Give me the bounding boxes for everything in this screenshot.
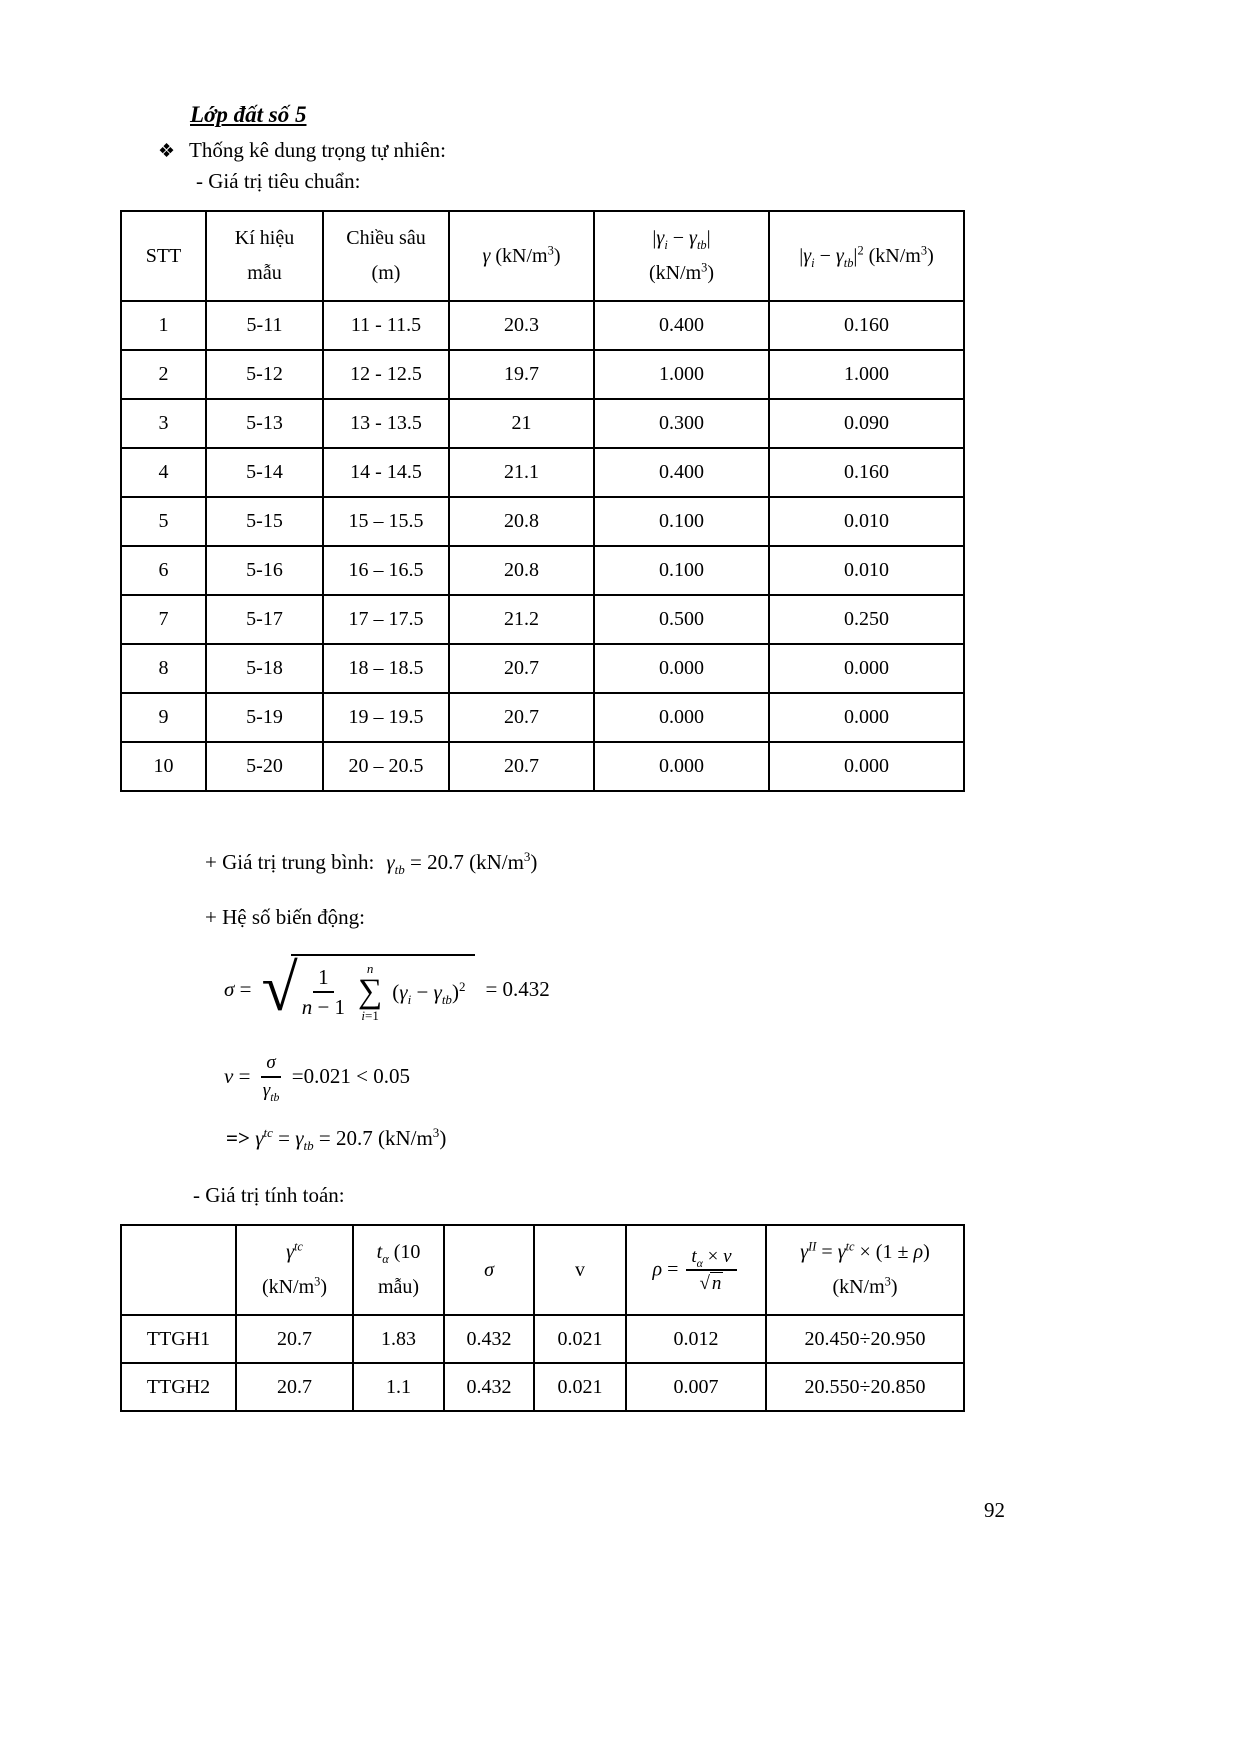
table-cell: 7 (121, 595, 206, 644)
table-cell: 20.3 (449, 301, 594, 350)
table-cell: 5 (121, 497, 206, 546)
calculated-values-label: - Giá trị tính toán: (193, 1183, 345, 1208)
table-row (121, 448, 964, 497)
table-row (121, 350, 964, 399)
nu-formula (224, 1051, 1240, 1103)
section-heading-text: Thống kê dung trọng tự nhiên: (189, 138, 446, 162)
table-cell: 5-20 (206, 742, 323, 791)
table-cell: 13 - 13.5 (323, 399, 449, 448)
table1-header-row (121, 211, 964, 301)
table-cell: 2 (121, 350, 206, 399)
variation-label: + Hệ số biến động: (205, 905, 365, 929)
table-cell: 19.7 (449, 350, 594, 399)
table-cell: 1.000 (769, 350, 964, 399)
table-cell: 20 – 20.5 (323, 742, 449, 791)
table-cell: 0.160 (769, 448, 964, 497)
table2-body (121, 1315, 964, 1411)
table-cell: 1.83 (353, 1315, 444, 1363)
summation-upper-limit: n (366, 961, 374, 976)
table-cell: 12 - 12.5 (323, 350, 449, 399)
table-cell: 0.090 (769, 399, 964, 448)
table-cell: 20.8 (449, 497, 594, 546)
table-cell: 8 (121, 644, 206, 693)
table-cell: 0.432 (444, 1363, 534, 1411)
sigma-sum-icon: ∑ (358, 973, 383, 1011)
table-cell: 0.012 (626, 1315, 766, 1363)
header-gamma-tc (236, 1225, 353, 1315)
header-gamma (449, 211, 594, 301)
table-cell: 0.007 (626, 1363, 766, 1411)
table-row (121, 693, 964, 742)
header-gamma-design (766, 1225, 964, 1315)
fraction-numerator: $t_\alpha \times v$ (686, 1245, 736, 1272)
table-row (121, 301, 964, 350)
table-row (121, 644, 964, 693)
math-expression: $t_\alpha$ (10 (376, 1241, 421, 1267)
table-cell: 16 – 16.5 (323, 546, 449, 595)
radical-icon: √ (261, 952, 298, 1026)
table1-body (121, 301, 964, 791)
conclusion-formula (226, 1125, 1240, 1154)
fraction (686, 1245, 736, 1297)
table-cell: 4 (121, 448, 206, 497)
header-sample-line2: mẫu (247, 262, 282, 284)
design-values-table (120, 1224, 965, 1412)
math-expression: $|\gamma_i - \gamma_{tb}|^2$ $(kN/m^3)$ (799, 242, 934, 270)
table-cell: 21.2 (449, 595, 594, 644)
page-number: 92 (984, 1498, 1005, 1522)
table-cell: 1.000 (594, 350, 769, 399)
table-cell: 0.000 (769, 693, 964, 742)
math-expression: γ $(kN/m^3)$ (482, 242, 561, 267)
table-cell: 0.160 (769, 301, 964, 350)
header-depth-line2: (m) (371, 262, 401, 284)
table-cell: 20.7 (449, 644, 594, 693)
table-cell: 11 - 11.5 (323, 301, 449, 350)
math-expression: $\gamma_{tb} = 20.7$ $(kN/m^3)$ (386, 849, 538, 878)
table-cell: 0.021 (534, 1363, 626, 1411)
table-cell: 5-18 (206, 644, 323, 693)
table-cell: TTGH1 (121, 1315, 236, 1363)
table-cell: 18 – 18.5 (323, 644, 449, 693)
math-expression: =0.021 < 0.05 (291, 1064, 410, 1089)
table-cell: 0.000 (769, 644, 964, 693)
table-cell: 1 (121, 301, 206, 350)
table-cell: 0.500 (594, 595, 769, 644)
table-cell: 0.300 (594, 399, 769, 448)
table-cell: 0.010 (769, 546, 964, 595)
standard-values-label: - Giá trị tiêu chuẩn: (196, 169, 361, 193)
table-cell: 0.000 (594, 742, 769, 791)
table-cell: 20.7 (236, 1363, 353, 1411)
fraction-denominator: n − 1 (301, 995, 346, 1020)
math-expression: $(kN/m^3)$ (832, 1274, 898, 1299)
table-cell: 0.432 (444, 1315, 534, 1363)
table-cell: 5-19 (206, 693, 323, 742)
math-expression: $(kN/m^3)$ (261, 1274, 328, 1299)
fraction-denominator: √ n (699, 1273, 722, 1295)
table-cell: 5-14 (206, 448, 323, 497)
table-cell: 10 (121, 742, 206, 791)
table-cell: 6 (121, 546, 206, 595)
table-cell: 5-15 (206, 497, 323, 546)
table-cell: 20.7 (449, 742, 594, 791)
header-depth-line1: Chiều sâu (346, 227, 426, 249)
math-expression: $|\gamma_i - \gamma_{tb}|$ (652, 227, 711, 252)
table-cell: 0.100 (594, 497, 769, 546)
table-cell: 19 – 19.5 (323, 693, 449, 742)
standard-values-table (120, 210, 965, 792)
table-cell: 21.1 (449, 448, 594, 497)
math-expression: $\gamma^{II} = \gamma^{tc} \times (1 \pm \rho)$ (800, 1239, 930, 1264)
table-cell: 17 – 17.5 (323, 595, 449, 644)
table-cell: 3 (121, 399, 206, 448)
header-sample-line1: Kí hiệu (234, 227, 295, 249)
summation (358, 962, 382, 1023)
sigma-formula (224, 954, 1240, 1025)
table-row (121, 595, 964, 644)
table-cell: 20.7 (449, 693, 594, 742)
table-cell: 20.550÷20.850 (766, 1363, 964, 1411)
header-v: v (534, 1225, 626, 1315)
math-expression: $(\gamma_i - \gamma_{tb})^2$ (392, 978, 466, 1008)
table-cell: 0.400 (594, 448, 769, 497)
math-expression: $(kN/m^3)$ (648, 260, 715, 284)
header-blank (121, 1225, 236, 1315)
header-stt: STT (121, 211, 206, 301)
table-cell: 0.100 (594, 546, 769, 595)
table-cell: 20.7 (236, 1315, 353, 1363)
variation-coefficient-line (205, 905, 1240, 930)
math-expression: $\gamma^{tc}$ (286, 1239, 303, 1264)
table-row (121, 497, 964, 546)
table-cell: 0.400 (594, 301, 769, 350)
table-cell: 0.021 (534, 1315, 626, 1363)
table2-header-row (121, 1225, 964, 1315)
table-cell: 1.1 (353, 1363, 444, 1411)
table-cell: 21 (449, 399, 594, 448)
math-expression: σ (484, 1258, 494, 1281)
table-cell: TTGH2 (121, 1363, 236, 1411)
math-expression: ν = (224, 1064, 251, 1089)
header-depth (323, 211, 449, 301)
table-cell: 5-16 (206, 546, 323, 595)
table-row (121, 742, 964, 791)
fraction-denominator: $\gamma_{tb}$ (262, 1079, 280, 1104)
math-expression: => $\gamma^{tc} = \gamma_{tb} = 20.7$ $(kN/m^3)$ (226, 1125, 447, 1154)
table-row (121, 1315, 964, 1363)
table-cell: 0.000 (769, 742, 964, 791)
table-cell: 5-17 (206, 595, 323, 644)
table-cell: 9 (121, 693, 206, 742)
table-cell: 5-13 (206, 399, 323, 448)
fraction (302, 964, 345, 1021)
diamond-bullet-icon: ❖ (158, 141, 176, 162)
table-cell: 14 - 14.5 (323, 448, 449, 497)
math-expression: σ = (224, 976, 252, 1001)
math-expression: = 0.432 (485, 976, 550, 1001)
table-row (121, 399, 964, 448)
fraction-numerator: σ (261, 1051, 280, 1078)
header-rho (626, 1225, 766, 1315)
table-cell: 0.000 (594, 644, 769, 693)
header-t-alpha (353, 1225, 444, 1315)
section-heading (158, 138, 1240, 163)
table-cell: 5-12 (206, 350, 323, 399)
mean-value-line (205, 849, 1240, 878)
header-t-alpha-line2: mẫu) (377, 1276, 420, 1299)
mean-label: + Giá trị trung bình: (205, 850, 375, 874)
page-title: Lớp đất số 5 (190, 102, 307, 127)
table-row (121, 546, 964, 595)
fraction (261, 1051, 280, 1103)
table-cell: 15 – 15.5 (323, 497, 449, 546)
header-deviation-squared (769, 211, 964, 301)
fraction-numerator: 1 (313, 964, 334, 993)
radicand (291, 954, 476, 1025)
table-cell: 20.450÷20.950 (766, 1315, 964, 1363)
table-row (121, 1363, 964, 1411)
table-cell: 20.8 (449, 546, 594, 595)
summation-lower-limit: i=1 (361, 1007, 379, 1023)
header-sample-id (206, 211, 323, 301)
table-cell: 5-11 (206, 301, 323, 350)
math-expression: ρ = (652, 1257, 684, 1280)
header-sigma (444, 1225, 534, 1315)
square-root (261, 954, 475, 1025)
table-cell: 0.010 (769, 497, 964, 546)
table-cell: 0.250 (769, 595, 964, 644)
header-deviation (594, 211, 769, 301)
table-cell: 0.000 (594, 693, 769, 742)
